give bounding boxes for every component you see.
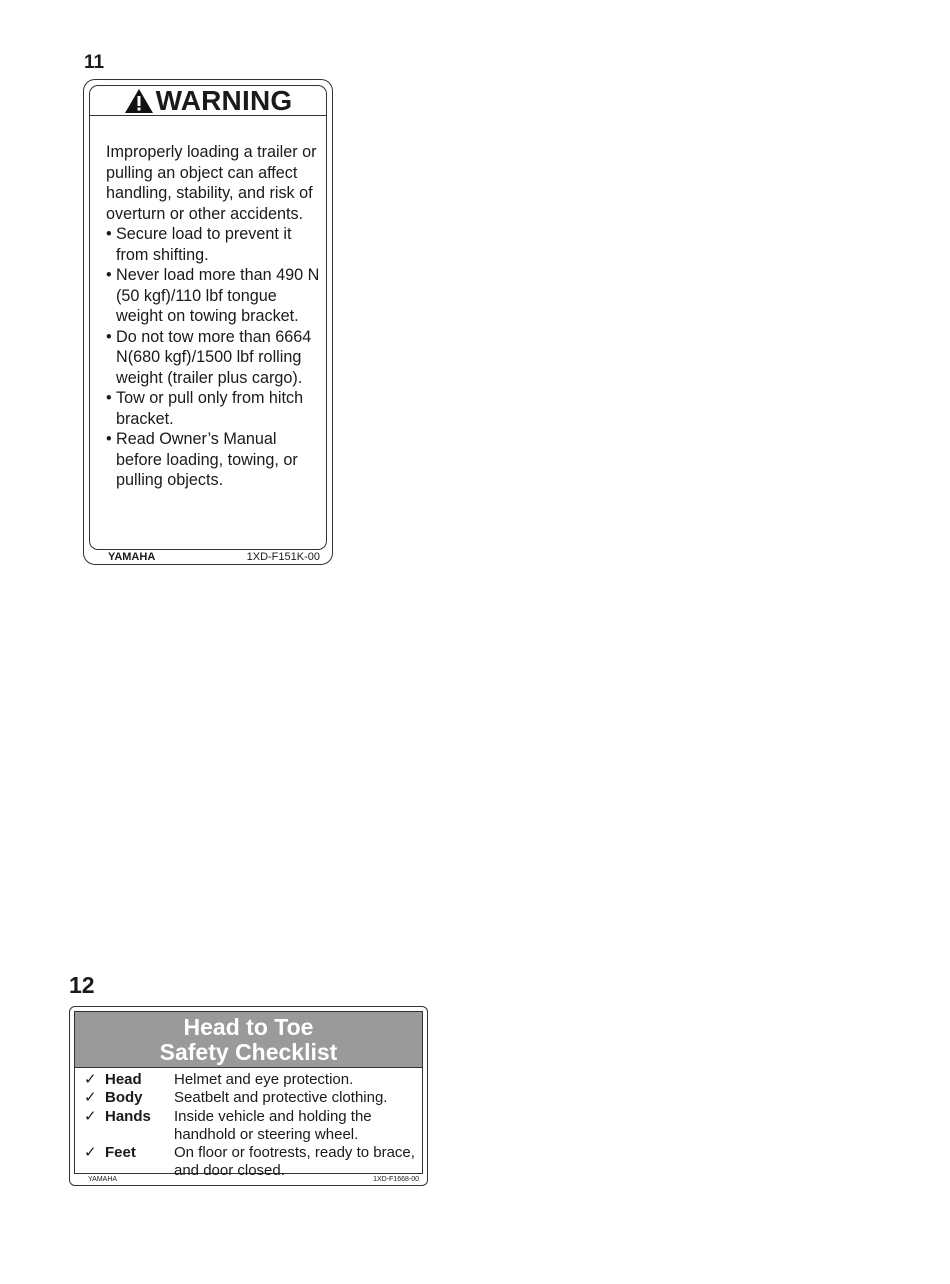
checklist-description: Helmet and eye protection. xyxy=(174,1071,354,1088)
checklist-row xyxy=(84,1108,418,1145)
checklist-description: Seatbelt and protective clothing. xyxy=(174,1089,388,1107)
brand-name: YAMAHA xyxy=(108,551,156,563)
part-number: 1XD-F1668-00 xyxy=(373,1176,419,1183)
checklist-description: On floor or footrests, ready to brace, and door closed. xyxy=(174,1144,415,1180)
warning-intro-text: Improperly loading a trailer or pulling an object can affect handling, stability, and risk of overturn or other accidents. xyxy=(106,143,317,223)
safety-checklist-label xyxy=(69,1006,428,1186)
checklist-body-part: Feet xyxy=(105,1144,136,1162)
checklist-body-part: Body xyxy=(105,1089,143,1107)
checklist-body-part: Hands xyxy=(105,1107,151,1125)
warning-label xyxy=(83,79,333,565)
checkmark-icon: ✓ xyxy=(84,1089,97,1107)
warning-header xyxy=(90,86,326,116)
part-number: 1XD-F151K-00 xyxy=(246,551,320,563)
checklist-footer xyxy=(88,1174,419,1185)
brand-name: YAMAHA xyxy=(88,1176,118,1183)
warning-bullet: • Do not tow more than 6664 N(680 kgf)/1500 lbf rolling weight (trailer plus cargo). xyxy=(106,327,312,387)
warning-label-footer xyxy=(108,550,320,564)
warning-bullet: • Secure load to prevent it from shifting. xyxy=(106,225,292,264)
warning-body xyxy=(106,142,320,491)
checklist-header xyxy=(75,1012,422,1068)
warning-label-inner-border xyxy=(89,85,327,550)
figure-12-number: 12 xyxy=(69,972,95,998)
warning-bullet-list xyxy=(106,224,320,491)
checklist-title-line-1: Head to Toe xyxy=(183,1014,314,1040)
warning-title: WARNING xyxy=(155,84,293,116)
checklist-body-part: Head xyxy=(105,1071,142,1088)
checklist-row xyxy=(84,1089,418,1107)
checkmark-icon: ✓ xyxy=(84,1144,97,1162)
warning-bullet: • Read Owner’s Manual before loading, towing, or pulling objects. xyxy=(106,430,298,489)
checklist-rows xyxy=(84,1071,418,1181)
checkmark-icon: ✓ xyxy=(84,1071,97,1088)
checklist-description: Inside vehicle and holding the handhold or steering wheel. xyxy=(174,1107,372,1143)
warning-bullet: • Never load more than 490 N (50 kgf)/110 lbf tongue weight on towing bracket. xyxy=(106,266,320,325)
warning-triangle-icon xyxy=(124,88,154,114)
checkmark-icon: ✓ xyxy=(84,1107,97,1125)
figure-11-number: 11 xyxy=(84,52,105,73)
checklist-title-line-2: Safety Checklist xyxy=(159,1039,338,1065)
warning-bullet: • Tow or pull only from hitch bracket. xyxy=(106,389,304,428)
checklist-row xyxy=(84,1071,418,1089)
